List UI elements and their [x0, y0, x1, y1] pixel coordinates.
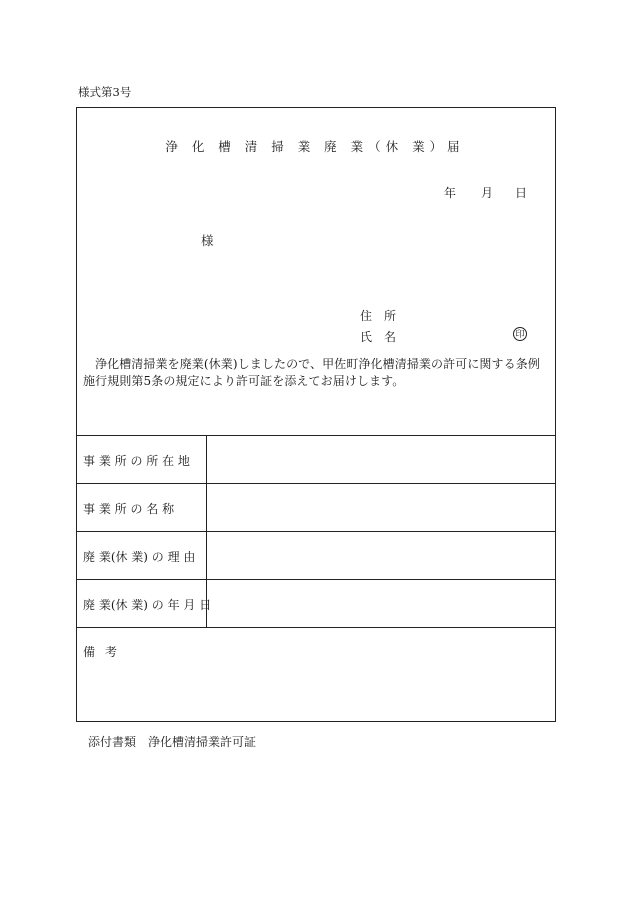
addressee-sama: 様: [201, 233, 214, 248]
row-label-date: 廃 業(休 業) の 年 月 日: [83, 598, 212, 612]
divider: [76, 531, 556, 532]
remarks-label: 備考: [83, 645, 128, 659]
divider: [76, 483, 556, 484]
address-label: 住 所: [360, 309, 397, 323]
divider: [76, 627, 556, 628]
row-label-office-name: 事 業 所 の 名 称: [83, 502, 175, 516]
divider: [76, 435, 556, 436]
date-month-label: 月: [481, 186, 494, 200]
attachments-note: 添付書類 浄化槽清掃業許可証: [88, 735, 257, 749]
name-label: 氏 名: [360, 330, 397, 344]
form-title: 浄 化 槽 清 掃 業 廃 業（休 業）届: [165, 139, 465, 154]
date-day-label: 日: [515, 186, 528, 200]
seal-icon: 印: [513, 327, 527, 341]
divider: [76, 579, 556, 580]
row-label-office-location: 事 業 所 の 所 在 地: [83, 454, 190, 468]
date-year-label: 年: [444, 186, 457, 200]
row-label-reason: 廃 業(休 業) の 理 由: [83, 550, 196, 564]
notification-body: 浄化槽清掃業を廃業(休業)しましたので、甲佐町浄化槽清掃業の許可に関する条例施行規則第5条の規定により許可証を添えてお届けします。: [83, 357, 540, 388]
form-number: 様式第3号: [78, 85, 132, 99]
